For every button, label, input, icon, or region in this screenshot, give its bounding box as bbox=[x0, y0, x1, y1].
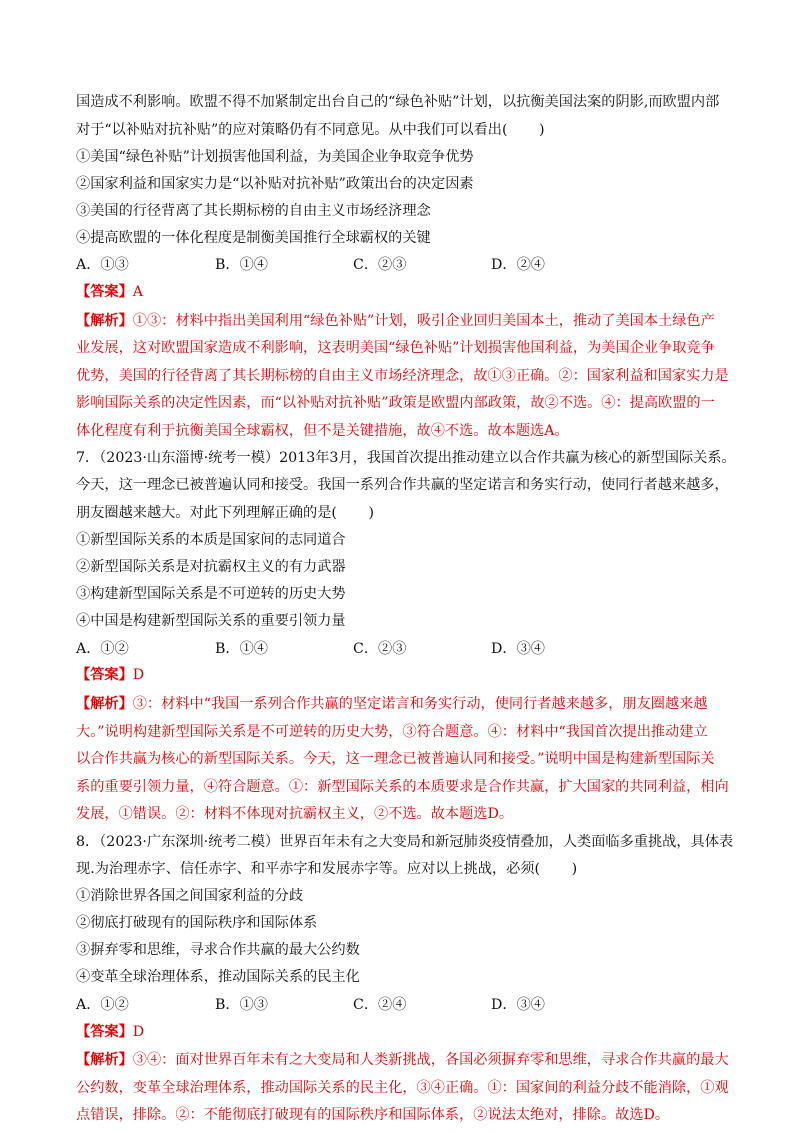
q8-option-b: B．①③ bbox=[215, 997, 268, 1013]
q8-answer-label: 【答案】 bbox=[76, 1024, 133, 1040]
q6-answer-label: 【答案】 bbox=[76, 284, 133, 300]
q7-stem-line-3: 朋友圈越来越大。对此下列理解正确的是( ) bbox=[76, 505, 375, 521]
q7-option-b: B．①④ bbox=[215, 641, 268, 657]
q8-statement-3: ③摒弃零和思维，寻求合作共赢的最大公约数 bbox=[76, 942, 360, 958]
q7-explanation-line-5: 发展，①错误。②：材料不体现对抗霸权主义，②不选。故本题选D。 bbox=[76, 806, 514, 822]
q6-explanation-line-4: 影响国际关系的决定性因素，而“以补贴对抗补贴”政策是欧盟内部政策，故②不选。④：提高欧盟的一 bbox=[76, 395, 715, 411]
q7-statement-1: ①新型国际关系的本质是国家间的志同道合 bbox=[76, 532, 346, 548]
q8-statement-1: ①消除世界各国之间国家利益的分歧 bbox=[76, 888, 304, 904]
q6-explanation-line-5: 体化程度有利于抗衡美国全球霸权，但不是关键措施，故④不选。故本题选A。 bbox=[76, 423, 569, 439]
q7-answer bbox=[76, 666, 144, 684]
q6-option-c: C．②③ bbox=[353, 257, 407, 273]
q6-option-b: B．①④ bbox=[215, 257, 268, 273]
q7-explanation-line-4: 系的重要引领力量，④符合题意。①：新型国际关系的本质要求是合作共赢，扩大国家的共同利益，相向 bbox=[76, 779, 729, 795]
q6-option-a: A．①③ bbox=[76, 257, 129, 273]
q6-explanation-text-1: ①③：材料中指出美国利用“绿色补贴”计划，吸引企业回归美国本土，推动了美国本土绿色产 bbox=[132, 313, 715, 329]
q7-statement-4: ④中国是构建新型国际关系的重要引领力量 bbox=[76, 613, 346, 629]
q6-statement-4: ④提高欧盟的一体化程度是制衡美国推行全球霸权的关键 bbox=[76, 230, 431, 246]
q8-explanation-text-1: ③④：面对世界百年未有之大变局和人类新挑战，各国必须摒弃零和思维，寻求合作共赢的最大 bbox=[132, 1052, 729, 1068]
q6-statement-1: ①美国“绿色补贴”计划损害他国利益，为美国企业争取竞争优势 bbox=[76, 149, 474, 165]
q7-answer-value: D bbox=[132, 667, 145, 683]
q6-option-d: D．②④ bbox=[491, 257, 545, 273]
q6-stem-line-1: 国造成不利影响。欧盟不得不加紧制定出台自己的“绿色补贴”计划，以抗衡美国法案的阴影,而欧盟内部 bbox=[76, 94, 720, 110]
q8-explanation-line-2: 公约数，变革全球治理体系，推动国际关系的民主化，③④正确。①：国家间的利益分歧不能消除，①观 bbox=[76, 1080, 729, 1096]
q8-statement-2: ②彻底打破现有的国际秩序和国际体系 bbox=[76, 915, 318, 931]
q8-answer-value: D bbox=[132, 1024, 145, 1040]
q7-answer-label: 【答案】 bbox=[76, 667, 133, 683]
q7-stem-line-1: 7．（2023·山东淄博·统考一模）2013年3月，我国首次提出推动建立以合作共赢为核心的新型国际关系。 bbox=[76, 450, 736, 466]
q8-explanation-line-1 bbox=[76, 1051, 729, 1069]
q8-option-c: C．②④ bbox=[353, 997, 407, 1013]
q7-explanation-label: 【解析】 bbox=[76, 696, 133, 712]
q8-statement-4: ④变革全球治理体系，推动国际关系的民主化 bbox=[76, 969, 360, 985]
q8-answer bbox=[76, 1023, 144, 1041]
q7-statement-3: ③构建新型国际关系是不可逆转的历史大势 bbox=[76, 586, 346, 602]
q8-stem-line-2: 现.为治理赤字、信任赤字、和平赤字和发展赤字等。应对以上挑战，必须( ) bbox=[76, 861, 578, 877]
q7-option-c: C．②③ bbox=[353, 641, 407, 657]
q6-statement-3: ③美国的行径背离了其长期标榜的自由主义市场经济理念 bbox=[76, 203, 431, 219]
q7-explanation-line-2: 大。”说明构建新型国际关系是不可逆转的历史大势，③符合题意。④：材料中“我国首次提出推动建立 bbox=[76, 724, 708, 740]
q6-explanation-line-1 bbox=[76, 312, 715, 330]
q7-explanation-line-1 bbox=[76, 695, 708, 713]
q8-explanation-line-3: 点错误，排除。②：不能彻底打破现有的国际秩序和国际体系，②说法太绝对，排除。故选D。 bbox=[76, 1107, 670, 1123]
q8-explanation-label: 【解析】 bbox=[76, 1052, 133, 1068]
q7-statement-2: ②新型国际关系是对抗霸权主义的有力武器 bbox=[76, 559, 346, 575]
q8-option-d: D．③④ bbox=[491, 997, 545, 1013]
q8-stem-line-1: 8．（2023·广东深圳·统考二模）世界百年未有之大变局和新冠肺炎疫情叠加，人类面临多重挑战，具体表 bbox=[76, 834, 734, 850]
q6-answer-value: A bbox=[132, 284, 144, 300]
q7-option-d: D．③④ bbox=[491, 641, 545, 657]
q6-explanation-line-2: 业发展，这对欧盟国家造成不利影响，这表明美国“绿色补贴”计划损害他国利益，为美国企业争取竞争 bbox=[76, 340, 715, 356]
q6-explanation-line-3: 优势，美国的行径背离了其长期标榜的自由主义市场经济理念，故①③正确。②：国家利益和国家实力是 bbox=[76, 368, 729, 384]
q8-option-a: A．①② bbox=[76, 997, 129, 1013]
q7-stem-line-2: 今天，这一理念已被普遍认同和接受。我国一系列合作共赢的坚定诺言和务实行动，使同行者越来越多， bbox=[76, 477, 729, 493]
q7-explanation-text-1: ③：材料中“我国一系列合作共赢的坚定诺言和务实行动，使同行者越来越多，朋友圈越来越 bbox=[132, 696, 708, 712]
q7-explanation-line-3: 以合作共赢为核心的新型国际关系。今天，这一理念已被普遍认同和接受。”说明中国是构建新型国际关 bbox=[76, 751, 715, 767]
q7-option-a: A．①② bbox=[76, 641, 129, 657]
q6-stem-line-2: 对于“以补贴对抗补贴”的应对策略仍有不同意见。从中我们可以看出( ) bbox=[76, 122, 545, 138]
q6-answer bbox=[76, 283, 143, 301]
q6-explanation-label: 【解析】 bbox=[76, 313, 133, 329]
q6-statement-2: ②国家利益和国家实力是“以补贴对抗补贴”政策出台的决定因素 bbox=[76, 176, 474, 192]
